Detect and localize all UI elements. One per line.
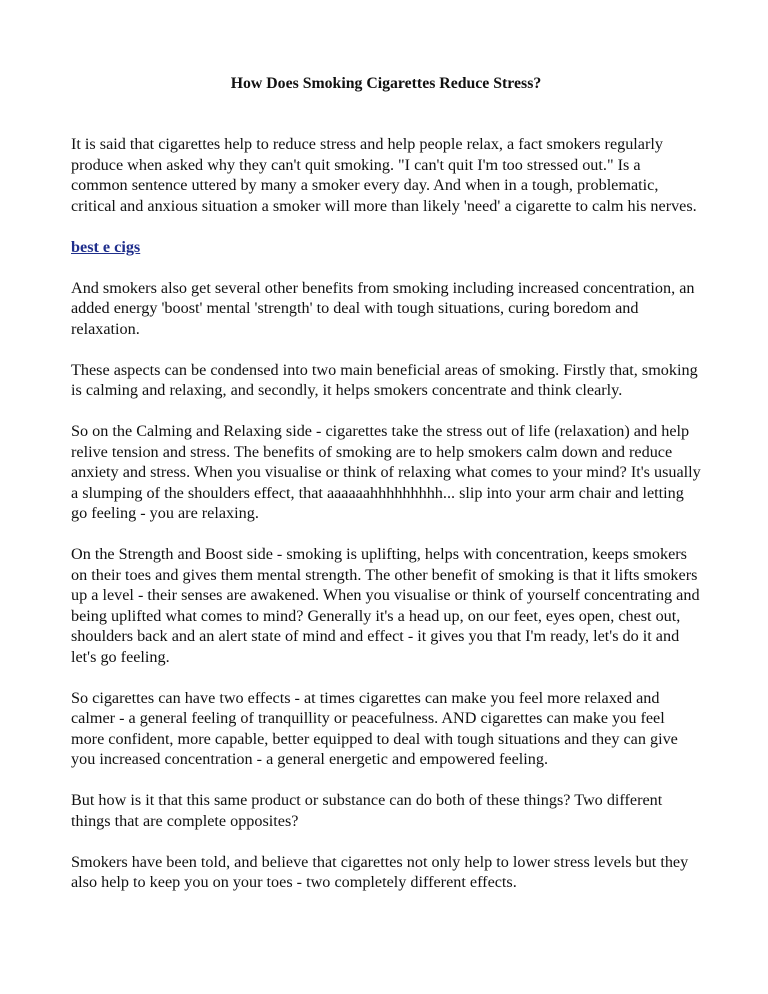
paragraph-conclusion: Smokers have been told, and believe that cigarettes not only help to lower stress levels but they also help to keep you on your toes - two completely different effects. <box>71 852 689 891</box>
paragraph-aspects: These aspects can be condensed into two main beneficial areas of smoking. Firstly that, smoking is calming and relaxing, and secondly, it helps smokers concentrate and think clearly. <box>71 360 698 399</box>
paragraph-two-effects: So cigarettes can have two effects - at times cigarettes can make you feel more relaxed and calmer - a general feeling of tranquillity or peacefulness. AND cigarettes can make you feel more confident, more capable, better equipped to deal with tough situations and they can give you increased concentration - a general energetic and empowered feeling. <box>71 688 678 768</box>
paragraph-calming: So on the Calming and Relaxing side - cigarettes take the stress out of life (relaxation) and help relive tension and stress. The benefits of smoking are to help smokers calm down and reduce anxiety and stress. When you visualise or think of relaxing what comes to your mind? It's usually a slumping of the shoulders effect, that aaaaaahhhhhhhhh... slip into your arm chair and letting go feeling - you are relaxing. <box>71 422 701 522</box>
paragraph-strength: On the Strength and Boost side - smoking is uplifting, helps with concentration, keeps smokers on their toes and gives them mental strength. The other benefit of smoking is that it lifts smokers up a level - their senses are awakened. When you visualise or think of yourself concentrating and being uplifted what comes to mind? Generally it's a head up, on our feet, eyes open, chest out, shoulders back and an alert state of mind and effect - it gives you that I'm ready, let's do it and let's go feeling. <box>71 545 700 666</box>
document-title: How Does Smoking Cigarettes Reduce Stress? <box>230 75 542 92</box>
best-e-cigs-link[interactable]: best e cigs <box>71 237 141 256</box>
paragraph-benefits: And smokers also get several other benefits from smoking including increased concentration, an added energy 'boost' mental 'strength' to deal with tough situations, curing boredom and relaxation. <box>71 278 695 338</box>
document-body <box>71 74 701 913</box>
paragraph-question: But how is it that this same product or substance can do both of these things? Two different things that are complete opposites? <box>71 791 663 830</box>
paragraph-intro: It is said that cigarettes help to reduce stress and help people relax, a fact smokers regularly produce when asked why they can't quit smoking. "I can't quit I'm too stressed out." Is a common sentence uttered by many a smoker every day. And when in a tough, problematic, critical and anxious situation a smoker will more than likely 'need' a cigarette to calm his nerves. <box>71 135 697 215</box>
